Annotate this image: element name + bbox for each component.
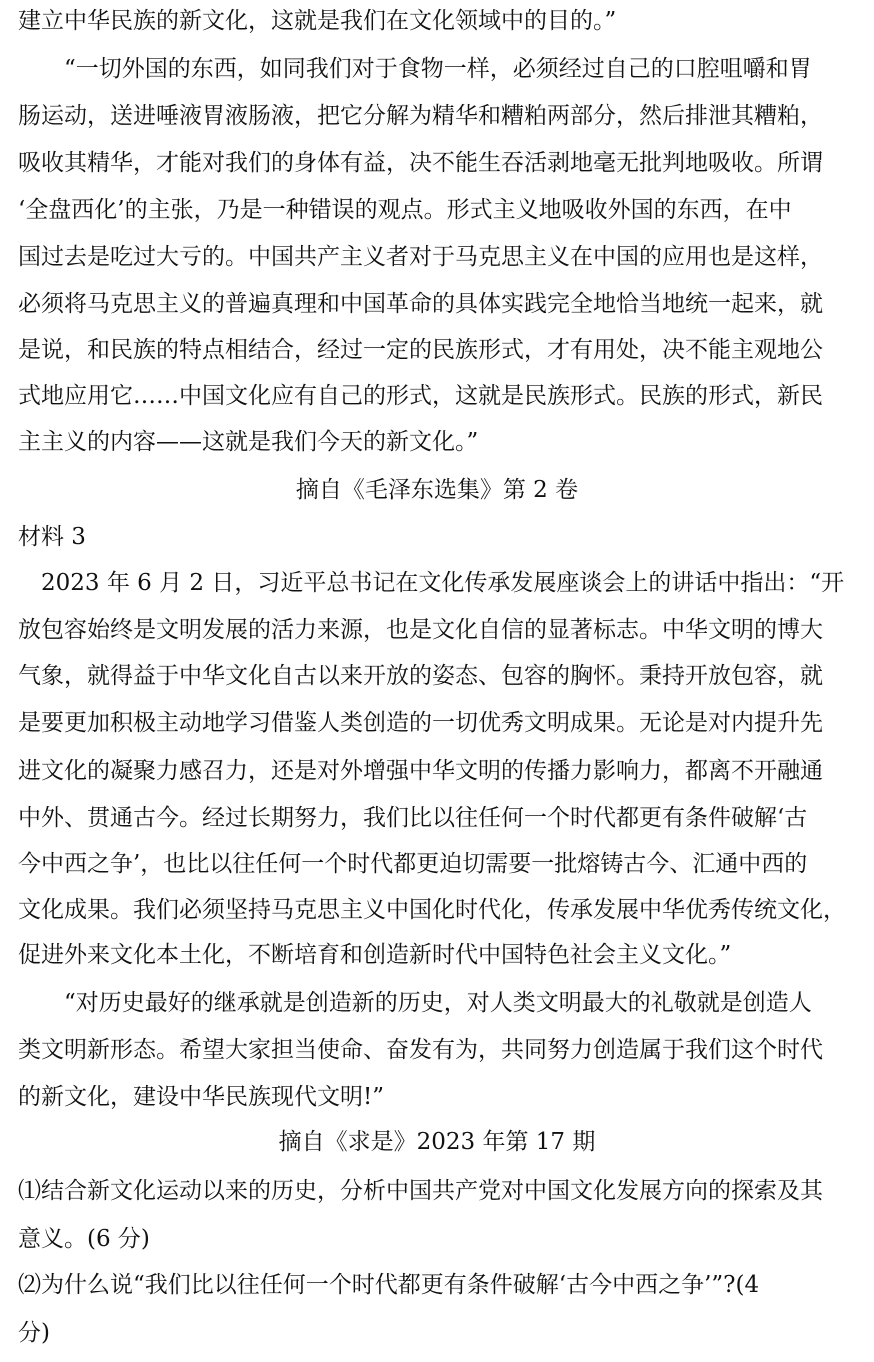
text-line: 建立中华民族的新文化，这就是我们在文化领域中的目的。” xyxy=(18,8,617,34)
text-line: 的新文化，建设中华民族现代文明!” xyxy=(18,1084,385,1110)
text-line: 放包容始终是文明发展的活力来源，也是文化自信的显著标志。中华文明的博大 xyxy=(18,617,823,643)
text-line: “对历史最好的继承就是创造新的历史，对人类文明最大的礼敬就是创造人 xyxy=(18,990,812,1016)
text-line: 今中西之争’，也比以往任何一个时代都更迫切需要一批熔铸古今、汇通中西的 xyxy=(18,851,808,877)
text-line: 类文明新形态。希望大家担当使命、奋发有为，共同努力创造属于我们这个时代 xyxy=(18,1037,823,1063)
text-line: 吸收其精华，才能对我们的身体有益，决不能生吞活剥地毫无批判地吸收。所谓 xyxy=(18,150,823,176)
text-line: 气象，就得益于中华文化自古以来开放的姿态、包容的胸怀。秉持开放包容，就 xyxy=(18,663,823,689)
text-line: 肠运动，送进唾液胃液肠液，把它分解为精华和糟粕两部分，然后排泄其糟粕， xyxy=(18,103,823,129)
text-line: 国过去是吃过大亏的。中国共产主义者对于马克思主义在中国的应用也是这样， xyxy=(18,244,823,270)
question-2-continued: 分) xyxy=(18,1320,50,1346)
question-1-continued: 意义。(6 分) xyxy=(18,1226,150,1252)
section-heading: 材料 3 xyxy=(18,524,86,550)
text-line: 文化成果。我们必须坚持马克思主义中国化时代化，传承发展中华优秀传统文化， xyxy=(18,897,846,923)
question-2: ⑵为什么说“我们比以往任何一个时代都更有条件破解‘古今中西之争’”?(4 xyxy=(18,1272,760,1298)
text-line: ‘全盘西化’的主张，乃是一种错误的观点。形式主义地吸收外国的东西，在中 xyxy=(18,197,792,223)
source-citation: 摘自《毛泽东选集》第 2 卷 xyxy=(295,477,579,503)
source-citation: 摘自《求是》2023 年第 17 期 xyxy=(278,1129,596,1155)
text-line: 必须将马克思主义的普遍真理和中国革命的具体实践完全地恰当地统一起来，就 xyxy=(18,291,823,317)
text-line: 是说，和民族的特点相结合，经过一定的民族形式，才有用处，决不能主观地公 xyxy=(18,337,823,363)
text-line: 进文化的凝聚力感召力，还是对外增强中华文明的传播力影响力，都离不开融通 xyxy=(18,758,823,784)
text-line: “一切外国的东西，如同我们对于食物一样，必须经过自己的口腔咀嚼和胃 xyxy=(18,56,812,82)
question-1: ⑴结合新文化运动以来的历史，分析中国共产党对中国文化发展方向的探索及其 xyxy=(18,1178,823,1204)
text-line: 促进外来文化本土化，不断培育和创造新时代中国特色社会主义文化。” xyxy=(18,942,732,968)
text-line: 2023 年 6 月 2 日，习近平总书记在文化传承发展座谈会上的讲话中指出：“开 xyxy=(18,570,845,596)
text-line: 主主义的内容——这就是我们今天的新文化。” xyxy=(18,429,479,455)
text-line: 式地应用它……中国文化应有自己的形式，这就是民族形式。民族的形式，新民 xyxy=(18,383,823,409)
text-line: 是要更加积极主动地学习借鉴人类创造的一切优秀文明成果。无论是对内提升先 xyxy=(18,710,823,736)
text-line: 中外、贯通古今。经过长期努力，我们比以往任何一个时代都更有条件破解‘古 xyxy=(18,805,808,831)
